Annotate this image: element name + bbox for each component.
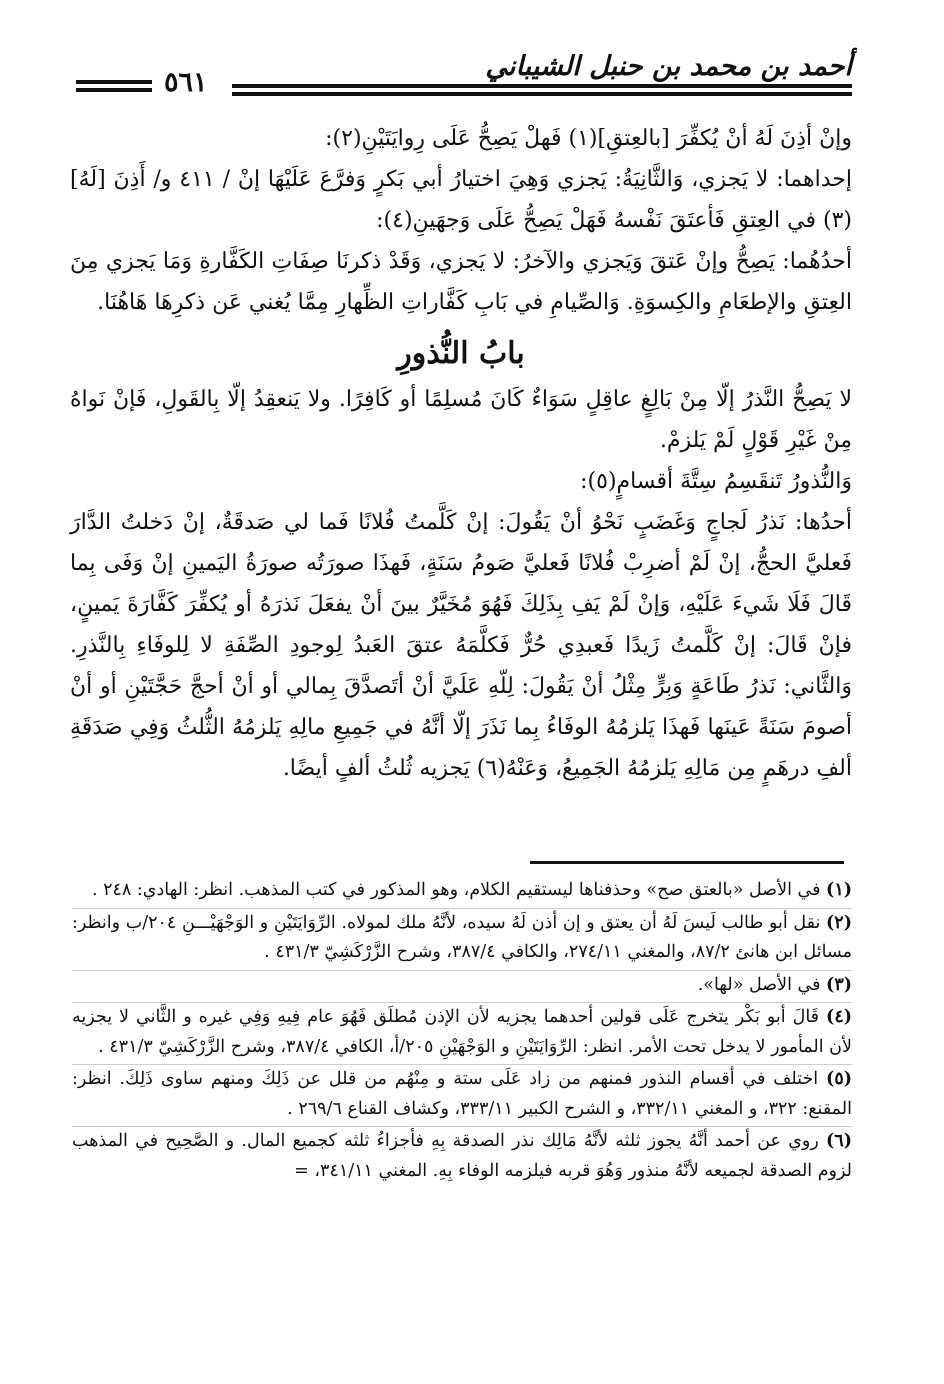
paragraph-2: إحداهما: لا يَجزي، وَالثَّانِيَةُ: يَجزي وَهِيَ اختيارُ أبي بَكرٍ وَفرَّعَ عَلَيْهَا إنْ / ٤١١ و/ أَذِنَ [لَهُ](٣) في العِتقِ فَأعتَقَ نَفْسهُ فَهَلْ يَصِحُّ عَلَى وَجهَينِ(٤): (70, 167, 853, 233)
header-rule-short (76, 80, 152, 92)
footnote-label: (٦) (826, 1131, 852, 1151)
paragraph-3: أحدُهُما: يَصِحُّ وإنْ عَتقَ وَيَجزي والآخرُ: لا يَجزي، وَقَدْ ذكرنَا صِفَاتِ الكَفَّارةِ وَمَا يَجزي مِنَ العِتقِ والإطعَامِ والكِسوَةِ. وَالصِّيامِ في بَابِ كَفَّاراتِ الظِّهارِ مِمَّا يُغني عَن ذكرِهَا هَاهُنَا. (70, 249, 852, 315)
footnote-separator (530, 861, 844, 864)
page-header (72, 44, 852, 104)
footnote-text: في الأصل «بالعتق صح» وحذفناها ليستقيم الكلام، وهو المذكور في كتب المذهب. انظر: الهادي: ٢٤٨ . (91, 880, 821, 900)
footnote-text: نقل أبو طالب لَيسَ لَهُ أن يعتق و إن أذن لَهُ سيده، لأنَّهُ ملك لمولاه. الرِّوَايَتَيْنِ و الوَجْهَيْـــنِ ٢٠٤/ب وانظر: مسائل ابن هانئ ٨٧/٢، والمغني ٢٧٤/١١، والكافي ٣٨٧/٤، وشرح الزَّرْكَشِيّ ٤٣١/٣ . (72, 912, 852, 962)
footnote-label: (١) (826, 880, 852, 900)
footnote-label: (٥) (826, 1069, 852, 1089)
footnote-label: (٢) (826, 912, 852, 933)
paragraph-6: أحدُها: نَذرُ لَجاجٍ وَغَضَبٍ نَحْوُ أنْ يَقُولَ: إنْ كَلَّمتُ فُلانًا فَما لي صَدقَةٌ، إنْ دَخلتُ الدَّارَ فَعليَّ الحجُّ، إنْ لَمْ أضرِبْ فُلانًا فَعليَّ صَومُ سَنَةٍ، فَهذَا صورَتُه صورَةُ اليَمينِ إنْ وَفَى بِما قَالَ فَلَا شَيءَ عَلَيْهِ، وَإنْ لَمْ يَفِ بِذَلِكَ فَهُوَ مُخَيَّرٌ بينَ أنْ يفعَلَ نَذرَهُ أو يُكفِّرَ كَفَّارَةَ يَمينٍ، فإنْ قَالَ: إنْ كَلَّمتُ زَيدًا فَعبدِي حُرٌّ فَكلَّمَهُ عتقَ العَبدُ لِوجودِ الصِّفَةِ لا لِلوفَاءِ بِالنَّذرِ. وَالثَّاني: نَذرُ طَاعَةٍ وَبِرٍّ مِثْلُ أنْ يَقُولَ: لِلّهِ عَلَيَّ أنْ أتَصدَّقَ بِمالي أو أنْ أحجَّ حَجَّتَيْنِ أو أنْ أصومَ سَنَةً عَينَها فَهذَا يَلزمُهُ الوفَاءُ بِما نَذَرَ إلّا أنَّهُ في جَمِيعِ مالِهِ يَلزمُهُ الثُّلثُ وَفِي صَدَقَةِ ألفِ درهَمٍ مِن مَالِهِ يَلزمُهُ الجَمِيعُ، وَعَنْهُ(٦) يَجزيه ثُلثُ ألفٍ أيضًا. (70, 510, 852, 781)
main-text (70, 118, 852, 789)
section-heading: بابُ النُّذورِ (397, 336, 525, 371)
footnote-1 (72, 876, 852, 909)
footnote-5 (72, 1065, 852, 1127)
paragraph-4: لا يَصِحُّ النَّذرُ إلّا مِنْ بَالِغٍ عاقِلٍ سَوَاءٌ كَانَ مُسلِمًا أو كَافِرًا. ولا يَنعقِدُ إلّا بِالقَولِ، فَإنْ نَواهُ مِنْ غَيْرِ قَوْلٍ لَمْ يَلزمْ. (70, 387, 852, 453)
footnote-3 (72, 971, 852, 1004)
footnote-6 (72, 1127, 852, 1188)
footnote-text: في الأصل «لها». (697, 974, 821, 995)
footnote-2 (72, 909, 852, 971)
running-title: أحمد بن محمد بن حنبل الشيباني (485, 51, 852, 82)
footnote-text: قَالَ أبو بَكْر يتخرج عَلَى قولين أحدهما يجزيه لأن الإذن مُطلَق فَهُوَ عام فِيهِ وَفِي غيره و الثَّاني لا يجزيه لأن المأمور لا يدخل تحت الأمر. انظر: الرِّوَايَتَيْنِ و الوَجْهَيْنِ ٢٠٥/أ، الكافي ٣٨٧/٤، وشرح الزَّرْكَشِيّ ٤٣١/٣ . (72, 1007, 852, 1057)
footnote-4 (72, 1003, 852, 1065)
footnotes (72, 876, 852, 1188)
footnote-label: (٤) (826, 1007, 852, 1027)
footnote-label: (٣) (826, 974, 852, 995)
header-rule-long (232, 84, 852, 96)
paragraph-5: وَالنُّذورُ تَنقَسِمُ سِتَّةَ أقسامٍ(٥): (580, 469, 852, 494)
page-number: ٥٦١ (164, 67, 208, 98)
footnote-text: روي عن أحمد أنَّهُ يجوز ثلثه لأنَّهُ مَالِك نذر الصدقة بِهِ فأجزاءُ ثلثه كجميع المال. و الصَّحِيح في المذهب لزوم الصدقة لجميعه لأنَّهُ منذور وَهُوَ قربه فيلزمه الوفاء بِهِ. المغني ٣٤١/١١، = (72, 1131, 852, 1181)
footnote-text: اختلف في أقسام النذور فمنهم من زاد عَلَى ستة و مِنْهُم من قلل عن ذَلِكَ ومنهم ساوى ذَلِكَ. انظر: المقنع: ٣٢٢، و المغني ٣٣٢/١١، و الشرح الكبير ٣٣٣/١١، وكشاف القناع ٢٦٩/٦ . (72, 1069, 852, 1119)
paragraph-1: وإنْ أذِنَ لَهُ أنْ يُكفِّرَ [بالعِتقِ](١) فَهلْ يَصِحُّ عَلَى رِوايَتَيْنِ(٢): (325, 126, 852, 151)
